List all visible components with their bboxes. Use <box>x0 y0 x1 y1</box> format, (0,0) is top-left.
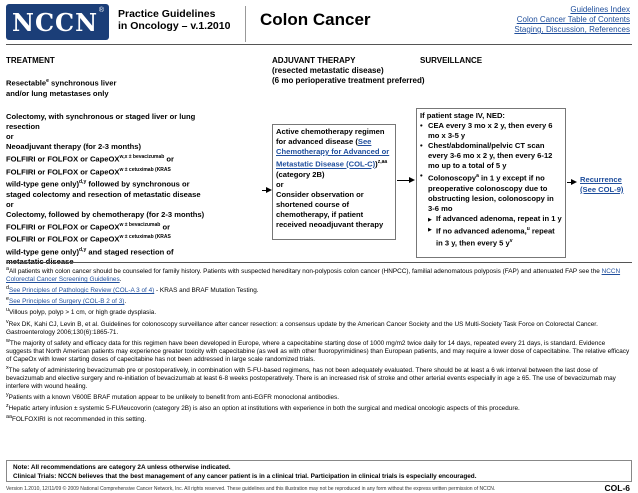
page-title: Colon Cancer <box>260 10 371 29</box>
header-nav-links <box>514 5 630 35</box>
footnotes <box>6 265 632 424</box>
treatment-line: resection <box>6 122 40 131</box>
footnote: $^v$Rex DK, Kahi CJ, Levin B, et al. Guidelines for colonoscopy surveillance after cancer resection: a consensus update by the American Cancer Society and the US Multi-Society Task Force on Colorectal Cancer. Gastroenterology 2006;130(6):1865-71. <box>6 318 598 336</box>
adjuvant-line: chemotherapy, if patient <box>276 209 364 219</box>
surveillance-subitem: ▶ If no advanced adenoma,$^u$ repeat in 3 y, then every 5 $y^v$ <box>428 224 562 249</box>
treatment-line: staged colectomy and resection of metastatic disease <box>6 189 201 199</box>
nccn-logo <box>6 4 109 40</box>
footnote-link[interactable]: See Principles of Pathologic Review (COL-A 3 of 4) <box>8 287 155 295</box>
footnote: $^y$Patients with a known V600E BRAF mutation appear to be unlikely to benefit from anti-EGFR monoclonal antibodies. <box>6 391 340 401</box>
treatment-line: wild-type gene only)$^{d,y}$ and staged resection of <box>6 246 174 257</box>
logo-text: NCCN <box>12 7 99 37</box>
arrow-head <box>409 177 415 183</box>
surveillance-subitem: ▶ If advanced adenoma, repeat in 1 y <box>428 214 562 224</box>
guideline-title-line1: Practice Guidelines <box>118 8 216 20</box>
adjuvant-line: shortened course of <box>276 199 349 209</box>
adjuvant-line: for advanced disease (See <box>276 137 372 146</box>
page-number: COL-6 <box>604 483 630 493</box>
footer-version: Version 1.2010, 12/11/09 © 2009 National Comprehensive Cancer Network, Inc. All rights reserved. These guidelines and this illustration may not be reproduced in any form without the express written permission of NCCN. <box>6 486 496 492</box>
note-box <box>6 460 632 482</box>
adjuvant-line: (category 2B) <box>276 169 325 179</box>
footnote: $^w$The majority of safety and efficacy data for this regimen have been developed in Europe, where a capecitabine starting dose of 1000 mg/m2 twice daily for 14 days, repeated every 21 days, is standard. Evidence suggests that North American patients may experience greater toxicity with capecitabine (as well as with other fluoropyrimidines) than European patients, and may require a lower dose of capecitabine. The relative efficacy of CapeOx with lower starting doses of capecitabine has not been addressed in large scale randomized trials. <box>6 337 630 363</box>
treatment-line: Colectomy, with synchronous or staged liver or lung <box>6 112 196 121</box>
arrow-adjuvant <box>397 180 409 181</box>
adjuvant-line: Active chemotherapy regimen <box>276 127 385 136</box>
treatment-line: or <box>6 132 14 141</box>
surveillance-item: • Colonoscopy$^a$ in 1 y except if no preoperative colonoscopy due to obstructing lesion, colonoscopy in 3-6 mo <box>420 171 562 214</box>
treatment-line: FOLFIRI or FOLFOX or CapeOX$^{w \pm cetuximab (KRAS}$ <box>6 166 171 177</box>
link-guidelines-index[interactable]: Guidelines Index <box>570 5 630 14</box>
treatment-line: FOLFIRI or FOLFOX or CapeOX$^{w \pm bevacizumab}$ or <box>6 221 171 232</box>
footnote: $^e$See Principles of Surgery (COL-B 2 of 3). <box>6 296 127 306</box>
surveillance-box <box>416 108 566 258</box>
treatment-line: Neoadjuvant therapy (for 2-3 months) <box>6 142 142 151</box>
adjuvant-header-sub2: (6 mo perioperative treatment preferred) <box>272 76 425 85</box>
footnote-link[interactable]: NCCN Colorectal Cancer Screening Guidelines <box>6 268 621 284</box>
footnote: $^a$All patients with colon cancer should be counseled for family history. Patients with suspected hereditary non-polyposis colon cancer (HNPCC), familial adenomatous polyposis (FAP) and attenuated FAP see the NCCN Colorectal Cancer Screening Guidelines. <box>6 266 621 284</box>
content-rule <box>6 262 632 263</box>
adjuvant-header-sub1: (resected metastatic disease) <box>272 66 384 75</box>
footnote: $^x$The safety of administering bevacizumab pre or postoperatively, in combination with 5-FU-based regimens, has not been adequately evaluated. There should be at least a 6 wk interval between the last dose of bevacizumab and elective surgery and re-initiation of bevacizumab at least 6-8 weeks postoperatively. There is an increased risk of stroke and other arterial events especially in age ≥ 65. The use of bevacizumab may interfere with wound healing. <box>6 364 616 390</box>
note-line1: Note: All recommendations are category 2A unless otherwise indicated. <box>13 464 231 471</box>
recurrence-link[interactable] <box>580 175 634 195</box>
presentation-line2: and/or lung metastases only <box>6 88 109 98</box>
guideline-title-line2: in Oncology – v.1.2010 <box>118 20 231 32</box>
footnote: $^d$See Principles of Pathologic Review (COL-A 3 of 4) - KRAS and BRAF Mutation Testing. <box>6 285 259 295</box>
surveillance-header: SURVEILLANCE <box>420 56 483 65</box>
surveillance-item: • Chest/abdominal/pelvic CT scan every 3-6 mo x 2 y, then every 6-12 mo up to a total of 5 y <box>420 141 562 171</box>
logo-registered-mark: ® <box>98 7 104 14</box>
link-chemo-advanced[interactable]: Chemotherapy for Advanced or <box>276 147 390 156</box>
treatment-line: FOLFIRI or FOLFOX or CapeOX$^{w,x \pm bevacizumab}$ or <box>6 154 175 164</box>
treatment-line: Colectomy, followed by chemotherapy (for 2-3 months) <box>6 209 205 219</box>
surveillance-title: If patient stage IV, NED: <box>420 111 505 120</box>
treatment-line: or <box>6 199 14 209</box>
surveillance-item: • CEA every 3 mo x 2 y, then every 6 mo x 3-5 y <box>420 121 562 141</box>
link-col-c[interactable]: Metastatic Disease (COL-C) <box>276 159 376 169</box>
recurrence-label[interactable]: Recurrence <box>580 175 622 184</box>
adjuvant-box <box>272 124 396 240</box>
recurrence-see[interactable]: (See COL-9) <box>580 185 624 194</box>
adjuvant-line: or <box>276 179 284 189</box>
adjuvant-line: received neoadjuvant therapy <box>276 219 384 229</box>
presentation-text <box>6 76 206 99</box>
adjuvant-line: Consider observation or <box>276 189 364 199</box>
adjuvant-header <box>272 56 425 86</box>
link-chemo-advanced[interactable]: See <box>357 137 372 146</box>
presentation-line1: Resectable <box>6 78 47 88</box>
surveillance-list <box>420 121 562 214</box>
footnote-link[interactable]: See Principles of Surgery (COL-B 2 of 3) <box>8 298 125 306</box>
presentation-line1b: synchronous liver <box>48 78 117 88</box>
treatment-line: wild-type gene only)$^{d,y}$ followed by synchronous or <box>6 179 190 189</box>
header-divider <box>245 6 246 42</box>
surveillance-sublist <box>428 214 562 249</box>
treatment-header: TREATMENT <box>6 56 55 65</box>
footnote: $^u$Villous polyp, polyp > 1 cm, or high grade dysplasia. <box>6 307 157 317</box>
adjuvant-line: Metastatic Disease (COL-C))$^{z,aa}$ <box>276 159 388 169</box>
presentation-sup: e <box>46 78 49 84</box>
footnote: $^z$Hepatic artery infusion ± systemic 5-FU/leucovorin (category 2B) is also an option at institutions with experience in both the surgical and medical oncologic aspects of this procedure. <box>6 403 520 413</box>
footnote: $^{aa}$FOLFOXIRI is not recommended in this setting. <box>6 414 147 424</box>
treatment-box <box>6 112 268 267</box>
link-staging-discussion[interactable]: Staging, Discussion, References <box>514 25 630 34</box>
adjuvant-header-title: ADJUVANT THERAPY <box>272 56 356 65</box>
link-table-of-contents[interactable]: Colon Cancer Table of Contents <box>516 15 630 24</box>
treatment-line: FOLFIRI or FOLFOX or CapeOX$^{w \pm cetuximab (KRAS}$ <box>6 234 171 244</box>
arrow-head <box>571 179 577 185</box>
header-rule <box>6 44 632 45</box>
note-line2: Clinical Trials: NCCN believes that the best management of any cancer patient is in a clinical trial. Participation in clinical trials is especially encouraged. <box>13 473 477 480</box>
guideline-title <box>118 8 230 32</box>
